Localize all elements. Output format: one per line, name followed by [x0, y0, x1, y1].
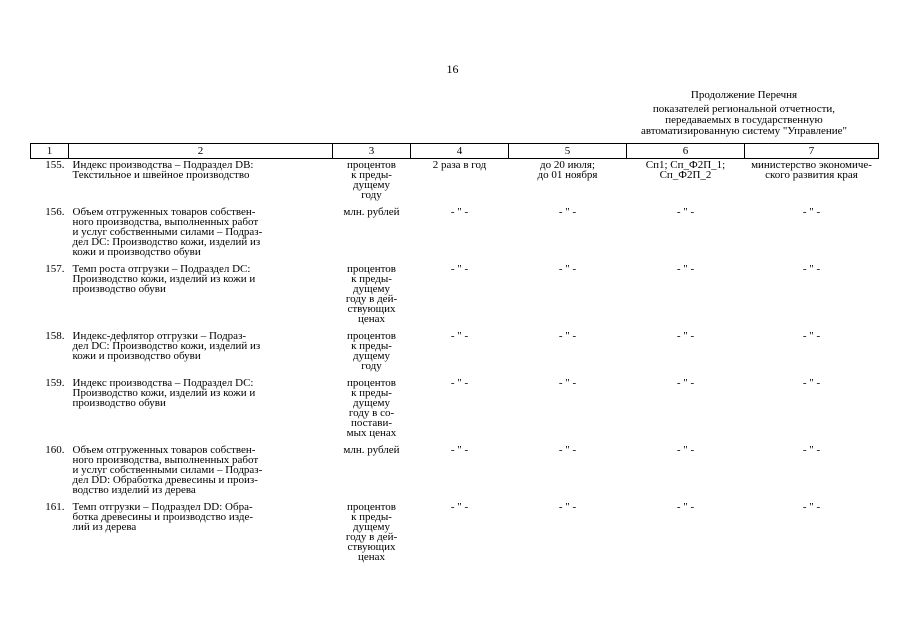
- table-row: [31, 206, 879, 263]
- unit-of-measure: млн. рублей: [343, 206, 400, 218]
- row-number: 155.: [45, 159, 65, 171]
- indicator-name: Индекс производства – Подраздел DC: Производство кожи, изделий из кожи и производство обуви: [72, 377, 256, 409]
- frequency: - " -: [450, 444, 469, 456]
- header-subtitle: показателей региональной отчетности, передаваемых в государственную автоматизированную систему "Управление": [640, 103, 848, 137]
- column-header: 2: [69, 144, 333, 159]
- row-number: 161.: [45, 501, 65, 513]
- indicator-name: Объем отгруженных товаров собствен- ного производства, выполненных работ и услуг собственными силами – Подраз- дел DC: Производство кожи, изделий из кожи и производство обуви: [72, 206, 263, 258]
- row-number: 156.: [45, 206, 65, 218]
- deadline: - " -: [558, 377, 577, 389]
- report-form: - " -: [676, 206, 695, 218]
- table-row: [31, 444, 879, 501]
- page-number: 16: [446, 62, 459, 76]
- report-form: - " -: [676, 377, 695, 389]
- unit-of-measure: процентов к преды- дущему году в со- постави- мых ценах: [346, 377, 397, 439]
- frequency: - " -: [450, 330, 469, 342]
- table-row: [31, 377, 879, 444]
- row-number: 160.: [45, 444, 65, 456]
- table-row: [31, 330, 879, 377]
- indicator-name: Темп роста отгрузки – Подраздел DC: Производство кожи, изделий из кожи и производство обуви: [72, 263, 256, 295]
- indicator-name: Индекс производства – Подраздел DB: Текстильное и швейное производство: [72, 159, 254, 181]
- deadline: - " -: [558, 263, 577, 275]
- column-number-row: [31, 144, 879, 159]
- column-header: 4: [411, 144, 509, 159]
- report-form: Сп1; Сп_Ф2П_1; Сп_Ф2П_2: [645, 159, 726, 181]
- indicator-name: Объем отгруженных товаров собствен- ного производства, выполненных работ и услуг собственными силами – Подраз- дел DD: Обработка древесины и произ- водство изделий из дерева: [72, 444, 263, 496]
- report-form: - " -: [676, 444, 695, 456]
- row-number: 157.: [45, 263, 65, 275]
- row-number: 159.: [45, 377, 65, 389]
- frequency: - " -: [450, 206, 469, 218]
- responsible-body: - " -: [802, 206, 821, 218]
- responsible-body: - " -: [802, 377, 821, 389]
- table-continuation-header: [610, 90, 878, 137]
- frequency: - " -: [450, 501, 469, 513]
- indicators-table: [30, 143, 879, 568]
- responsible-body: - " -: [802, 263, 821, 275]
- report-form: - " -: [676, 501, 695, 513]
- report-form: - " -: [676, 263, 695, 275]
- table-row: [31, 501, 879, 568]
- deadline: - " -: [558, 444, 577, 456]
- indicator-name: Индекс-дефлятор отгрузки – Подраз- дел DC: Производство кожи, изделий из кожи и производство обуви: [72, 330, 261, 362]
- deadline: - " -: [558, 206, 577, 218]
- indicator-name: Темп отгрузки – Подраздел DD: Обра- ботка древесины и производство изде- лий из дерева: [72, 501, 254, 533]
- deadline: - " -: [558, 501, 577, 513]
- responsible-body: министерство экономиче- ского развития края: [751, 159, 872, 181]
- header-title: Продолжение Перечня: [690, 89, 798, 101]
- column-header: 1: [31, 144, 69, 159]
- unit-of-measure: процентов к преды- дущему году в дей- ствующих ценах: [345, 263, 398, 325]
- unit-of-measure: процентов к преды- дущему году в дей- ствующих ценах: [345, 501, 398, 563]
- table-row: [31, 263, 879, 330]
- table-row: [31, 159, 879, 207]
- responsible-body: - " -: [802, 501, 821, 513]
- column-header: 3: [333, 144, 411, 159]
- frequency: - " -: [450, 377, 469, 389]
- column-header: 5: [509, 144, 627, 159]
- column-header: 6: [627, 144, 745, 159]
- row-number: 158.: [45, 330, 65, 342]
- column-header: 7: [745, 144, 879, 159]
- unit-of-measure: процентов к преды- дущему году: [347, 330, 396, 372]
- unit-of-measure: млн. рублей: [343, 444, 400, 456]
- unit-of-measure: процентов к преды- дущему году: [347, 159, 396, 201]
- responsible-body: - " -: [802, 444, 821, 456]
- frequency: 2 раза в год: [432, 159, 487, 171]
- report-form: - " -: [676, 330, 695, 342]
- frequency: - " -: [450, 263, 469, 275]
- deadline: до 20 июля; до 01 ноября: [537, 159, 598, 181]
- responsible-body: - " -: [802, 330, 821, 342]
- deadline: - " -: [558, 330, 577, 342]
